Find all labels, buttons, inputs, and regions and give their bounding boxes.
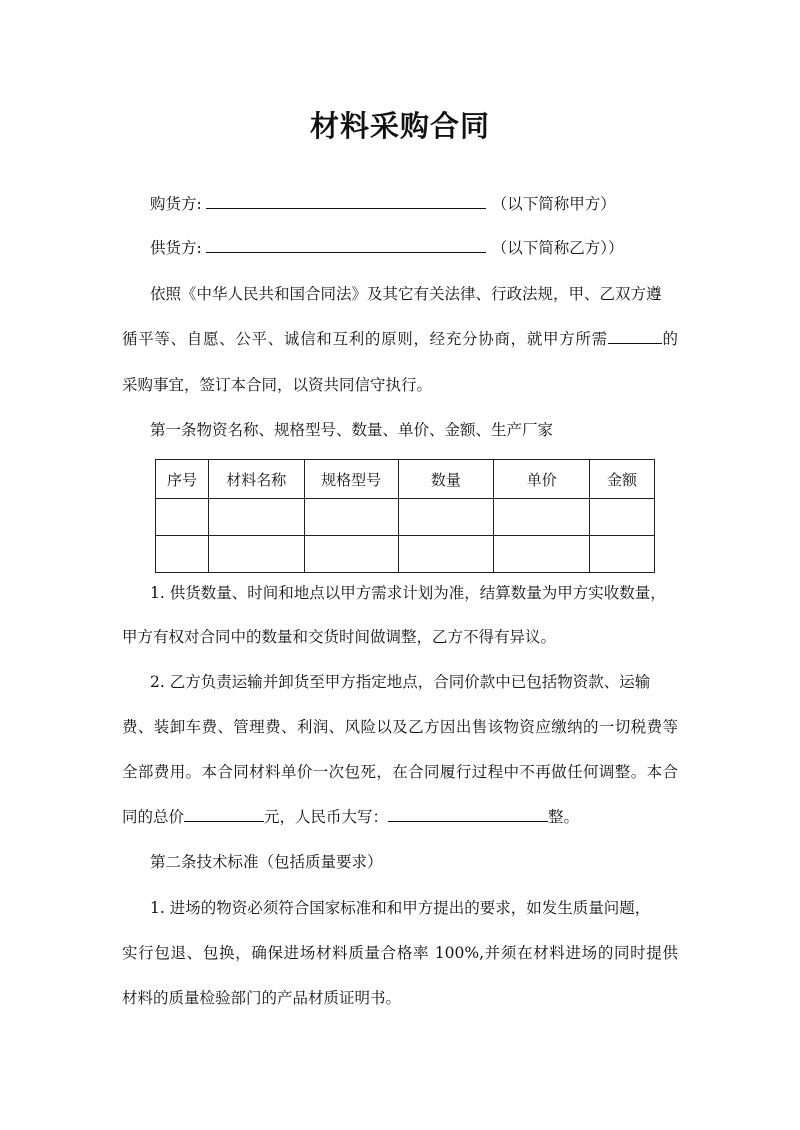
intro-line-2-end: 的 <box>661 330 678 348</box>
table-cell[interactable] <box>398 536 494 573</box>
intro-line-1: 依照《中华人民共和国合同法》及其它有关法律、行政法规，甲、乙双方遵 <box>150 285 662 303</box>
tech-1-line-2: 实行包退、包换，确保进场材料质量合格率 100%,并须在材料进场的同时提供 <box>122 944 678 962</box>
document-title: 材料采购合同 <box>309 109 490 143</box>
table-row <box>156 499 655 536</box>
intro-line-3: 采购事宜，签订本合同，以资共同信守执行。 <box>122 376 433 394</box>
table-cell[interactable] <box>208 536 304 573</box>
table-cell[interactable] <box>590 536 655 573</box>
intro-line-2 <box>122 328 678 350</box>
table-cell[interactable] <box>156 499 209 536</box>
article-2-heading: 第二条技术标准（包括质量要求） <box>150 853 383 871</box>
table-cell[interactable] <box>208 499 304 536</box>
supplier-blank <box>206 238 486 253</box>
header-quantity: 数量 <box>398 460 494 499</box>
article-1-heading: 第一条物资名称、规格型号、数量、单价、金额、生产厂家 <box>150 421 554 439</box>
table-cell[interactable] <box>156 536 209 573</box>
buyer-suffix: （以下简称甲方） <box>491 195 616 213</box>
total-price-end: 整。 <box>548 808 580 826</box>
table-cell[interactable] <box>304 499 398 536</box>
header-index: 序号 <box>156 460 209 499</box>
table-cell[interactable] <box>304 536 398 573</box>
buyer-blank <box>206 194 486 209</box>
total-price-blank <box>184 807 264 822</box>
goods-table <box>155 459 655 573</box>
material-blank <box>608 329 662 344</box>
table-cell[interactable] <box>494 499 590 536</box>
supplier-suffix: （以下简称乙方）） <box>491 239 624 257</box>
clause-2-line-2: 费、装卸车费、管理费、利润、风险以及乙方因出售该物资应缴纳的一切税费等 <box>122 718 678 736</box>
clause-1-line-1: 1. 供货数量、时间和地点以甲方需求计划为准，结算数量为甲方实收数量， <box>150 584 666 602</box>
clause-2-line-4 <box>122 806 678 828</box>
rmb-uppercase-blank <box>388 807 548 822</box>
header-material-name: 材料名称 <box>208 460 304 499</box>
header-spec: 规格型号 <box>304 460 398 499</box>
buyer-row <box>150 193 616 215</box>
supplier-row <box>150 237 624 259</box>
table-cell[interactable] <box>398 499 494 536</box>
table-row <box>156 536 655 573</box>
tech-1-line-1: 1. 进场的物资必须符合国家标准和和甲方提出的要求，如发生质量问题， <box>150 899 651 917</box>
intro-line-2-text: 循平等、自愿、公平、诚信和互利的原则，经充分协商，就甲方所需 <box>122 330 608 348</box>
header-amount: 金额 <box>590 460 655 499</box>
tech-1-line-3: 材料的质量检验部门的产品材质证明书。 <box>122 989 402 1007</box>
buyer-label: 购货方: <box>150 195 202 213</box>
table-cell[interactable] <box>590 499 655 536</box>
clause-2-line-1: 2. 乙方负责运输并卸货至甲方指定地点，合同价款中已包括物资款、运输 <box>150 673 651 691</box>
clause-1-line-2: 甲方有权对合同中的数量和交货时间做调整，乙方不得有异议。 <box>122 628 557 646</box>
table-cell[interactable] <box>494 536 590 573</box>
total-price-label: 同的总价 <box>122 808 185 826</box>
clause-2-line-3: 全部费用。本合同材料单价一次包死，在合同履行过程中不再做任何调整。本合 <box>122 763 678 781</box>
rmb-uppercase-label: 元，人民币大写： <box>264 808 389 826</box>
table-header-row <box>156 460 655 499</box>
supplier-label: 供货方: <box>150 239 202 257</box>
header-unit-price: 单价 <box>494 460 590 499</box>
